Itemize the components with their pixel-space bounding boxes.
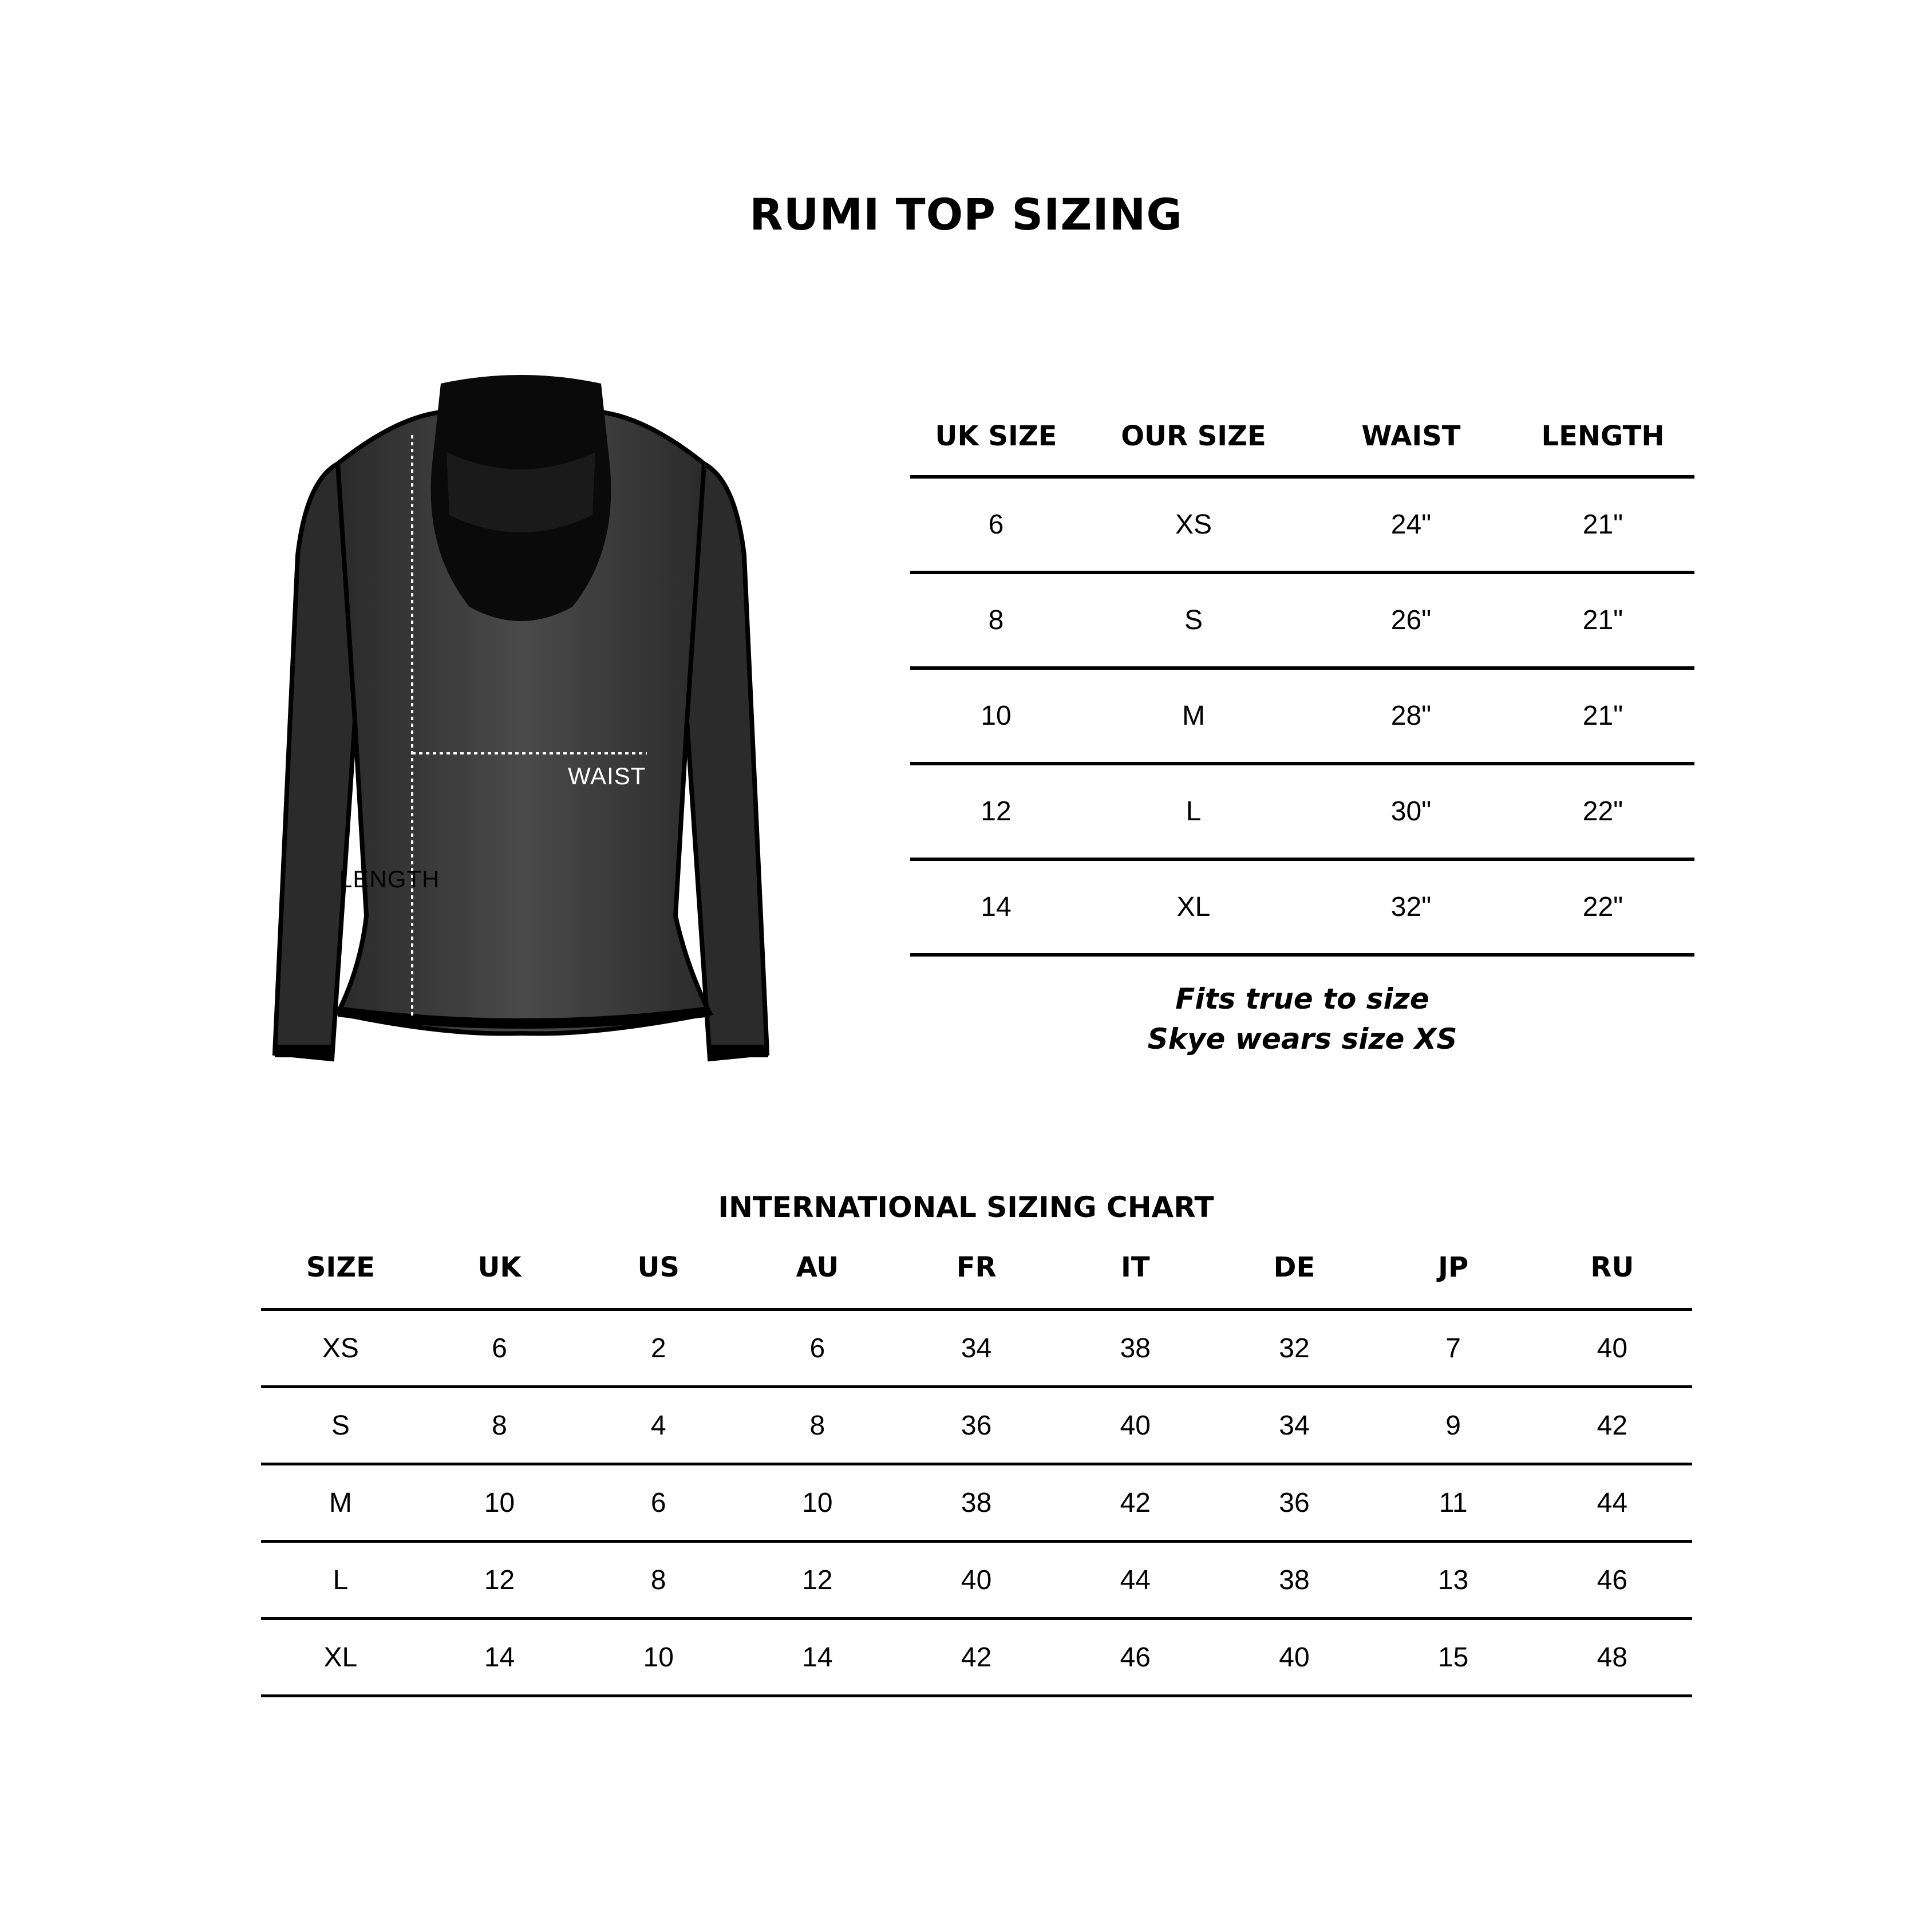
table-cell: 13: [1437, 1564, 1469, 1595]
table-cell: 46: [1597, 1564, 1628, 1595]
table-row: [261, 1543, 1692, 1620]
table-row: [910, 574, 1694, 670]
table-cell: 28": [1390, 701, 1432, 731]
table-cell: 8: [492, 1410, 507, 1441]
header-length: LENGTH: [1541, 420, 1665, 452]
table-cell: 42: [1597, 1410, 1628, 1441]
table-cell: 32": [1390, 892, 1432, 922]
header-de: DE: [1273, 1251, 1315, 1283]
header-ru: RU: [1590, 1251, 1634, 1283]
table-cell: 40: [1279, 1642, 1310, 1673]
table-cell: 14: [484, 1642, 515, 1673]
header-jp: JP: [1438, 1251, 1469, 1283]
table-row: [261, 1388, 1692, 1465]
table-cell: 11: [1439, 1487, 1468, 1518]
table-cell: L: [333, 1564, 349, 1595]
size-table: [910, 412, 1694, 957]
table-cell: 42: [1120, 1487, 1151, 1518]
table-cell: S: [331, 1410, 350, 1441]
table-cell: 36: [1279, 1487, 1310, 1518]
size-table-header: [910, 412, 1694, 479]
table-cell: 34: [961, 1333, 992, 1364]
table-cell: 38: [1279, 1564, 1310, 1595]
table-cell: 10: [643, 1642, 674, 1673]
table-cell: 40: [1120, 1410, 1151, 1441]
table-cell: 10: [981, 701, 1012, 731]
table-cell: 46: [1120, 1642, 1151, 1673]
table-cell: 24": [1390, 509, 1432, 540]
table-cell: XL: [323, 1642, 358, 1673]
table-cell: 12: [802, 1564, 833, 1595]
header-fr: FR: [956, 1251, 997, 1283]
garment-illustration: [252, 366, 790, 1070]
table-cell: XS: [1175, 509, 1212, 540]
header-uk: UK: [477, 1251, 521, 1283]
table-cell: 12: [484, 1564, 515, 1595]
table-cell: 9: [1445, 1410, 1461, 1441]
table-row: [910, 479, 1694, 574]
table-cell: 8: [988, 605, 1004, 635]
intl-sizing-table: [261, 1248, 1692, 1697]
table-cell: 8: [650, 1564, 666, 1595]
table-cell: S: [1184, 605, 1203, 635]
table-cell: 30": [1390, 796, 1432, 827]
table-cell: XL: [1176, 892, 1211, 922]
table-cell: 48: [1597, 1642, 1628, 1673]
header-au: AU: [796, 1251, 839, 1283]
table-cell: 6: [492, 1333, 507, 1364]
table-cell: 4: [650, 1410, 666, 1441]
table-cell: 40: [961, 1564, 992, 1595]
header-our-size: OUR SIZE: [1121, 420, 1266, 452]
table-row: [261, 1620, 1692, 1697]
table-cell: 44: [1120, 1564, 1151, 1595]
table-cell: 21": [1582, 701, 1623, 731]
table-cell: 22": [1582, 892, 1623, 922]
fit-note-line: Fits true to size: [1175, 982, 1429, 1016]
table-cell: 15: [1437, 1642, 1469, 1673]
table-cell: 21": [1582, 509, 1623, 540]
table-cell: 22": [1582, 796, 1623, 827]
table-cell: 42: [961, 1642, 992, 1673]
table-cell: 10: [484, 1487, 515, 1518]
table-row: [261, 1465, 1692, 1543]
table-row: [910, 861, 1694, 957]
table-cell: 8: [809, 1410, 825, 1441]
table-row: [261, 1311, 1692, 1388]
table-cell: 12: [981, 796, 1012, 827]
table-cell: 10: [802, 1487, 833, 1518]
table-cell: 6: [988, 509, 1004, 540]
table-cell: 40: [1597, 1333, 1628, 1364]
table-cell: 34: [1279, 1410, 1310, 1441]
table-cell: M: [1182, 701, 1205, 731]
length-label: LENGTH: [339, 866, 440, 892]
table-cell: 38: [961, 1487, 992, 1518]
table-cell: 14: [802, 1642, 833, 1673]
table-cell: 38: [1120, 1333, 1151, 1364]
table-cell: 2: [650, 1333, 666, 1364]
header-waist: WAIST: [1361, 420, 1461, 452]
table-cell: 21": [1582, 605, 1623, 635]
table-cell: 7: [1445, 1333, 1461, 1364]
model-note-line: Skye wears size XS: [1147, 1022, 1457, 1056]
fit-notes: [910, 979, 1694, 1059]
table-cell: XS: [322, 1333, 359, 1364]
header-size: SIZE: [306, 1251, 375, 1283]
table-cell: 6: [650, 1487, 666, 1518]
intl-table-header: [261, 1248, 1692, 1311]
intl-chart-title: INTERNATIONAL SIZING CHART: [718, 1191, 1214, 1224]
table-cell: 36: [961, 1410, 992, 1441]
table-cell: L: [1186, 796, 1202, 827]
header-uk-size: UK SIZE: [935, 420, 1057, 452]
header-it: IT: [1120, 1251, 1150, 1283]
table-cell: 26": [1390, 605, 1432, 635]
page-title: RUMI TOP SIZING: [749, 189, 1183, 240]
header-us: US: [637, 1251, 679, 1283]
table-cell: 14: [981, 892, 1012, 922]
table-cell: 6: [809, 1333, 825, 1364]
table-cell: M: [329, 1487, 352, 1518]
table-cell: 44: [1597, 1487, 1628, 1518]
table-row: [910, 670, 1694, 765]
table-cell: 32: [1279, 1333, 1310, 1364]
table-row: [910, 765, 1694, 861]
waist-label: WAIST: [568, 762, 646, 789]
